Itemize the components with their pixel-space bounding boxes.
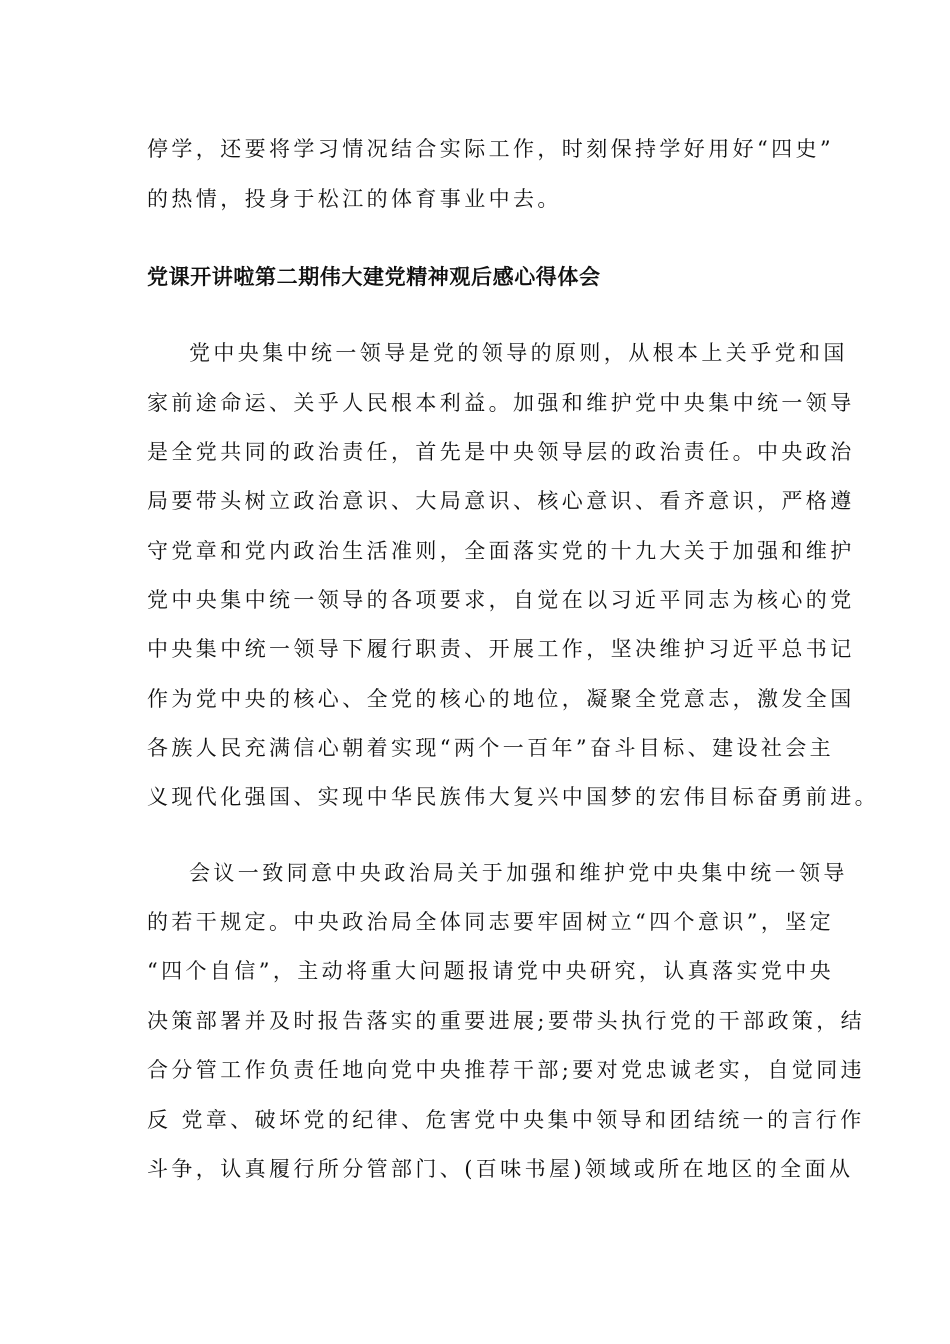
paragraph-line: 会议一致同意中央政治局关于加强和维护党中央集中统一领导	[189, 861, 848, 885]
paragraph-line: 中央集中统一领导下履行职责、开展工作，坚决维护习近平总书记	[147, 637, 855, 661]
paragraph-line: 反 党章、破坏党的纪律、危害党中央集中领导和团结统一的言行作	[147, 1108, 865, 1132]
paragraph-line: 是全党共同的政治责任，首先是中央领导层的政治责任。中央政治	[147, 440, 855, 464]
paragraph-line: 家前途命运、关乎人民根本利益。加强和维护党中央集中统一领导	[147, 391, 855, 415]
paragraph-line: 各族人民充满信心朝着实现“两个一百年”奋斗目标、建设社会主	[147, 736, 835, 760]
paragraph-line: 党中央集中统一领导是党的领导的原则，从根本上关乎党和国	[189, 341, 848, 365]
paragraph-line: 守党章和党内政治生活准则，全面落实党的十九大关于加强和维护	[147, 539, 855, 563]
paragraph-line: 党中央集中统一领导的各项要求，自觉在以习近平同志为核心的党	[147, 588, 855, 612]
intro-line: 停学，还要将学习情况结合实际工作，时刻保持学好用好“四史”	[147, 137, 835, 161]
paragraph-line: 义现代化强国、实现中华民族伟大复兴中国梦的宏伟目标奋勇前进。	[147, 785, 879, 809]
paragraph-line: 合分管工作负责任地向党中央推荐干部;要对党忠诚老实，自觉同违	[147, 1058, 866, 1082]
paragraph-line: 局要带头树立政治意识、大局意识、核心意识、看齐意识，严格遵	[147, 489, 855, 513]
paragraph-line: “四个自信”，主动将重大问题报请党中央研究，认真落实党中央	[147, 959, 835, 983]
section-heading: 党课开讲啦第二期伟大建党精神观后感心得体会	[147, 265, 601, 289]
paragraph-line: 决策部署并及时报告落实的重要进展;要带头执行党的干部政策，结	[147, 1009, 866, 1033]
paragraph-line: 作为党中央的核心、全党的核心的地位，凝聚全党意志，激发全国	[147, 687, 855, 711]
intro-line: 的热情，投身于松江的体育事业中去。	[147, 187, 562, 211]
paragraph-line: 的若干规定。中央政治局全体同志要牢固树立“四个意识”，坚定	[147, 910, 835, 934]
paragraph-line: 斗争，认真履行所分管部门、(百味书屋)领域或所在地区的全面从	[147, 1157, 854, 1181]
